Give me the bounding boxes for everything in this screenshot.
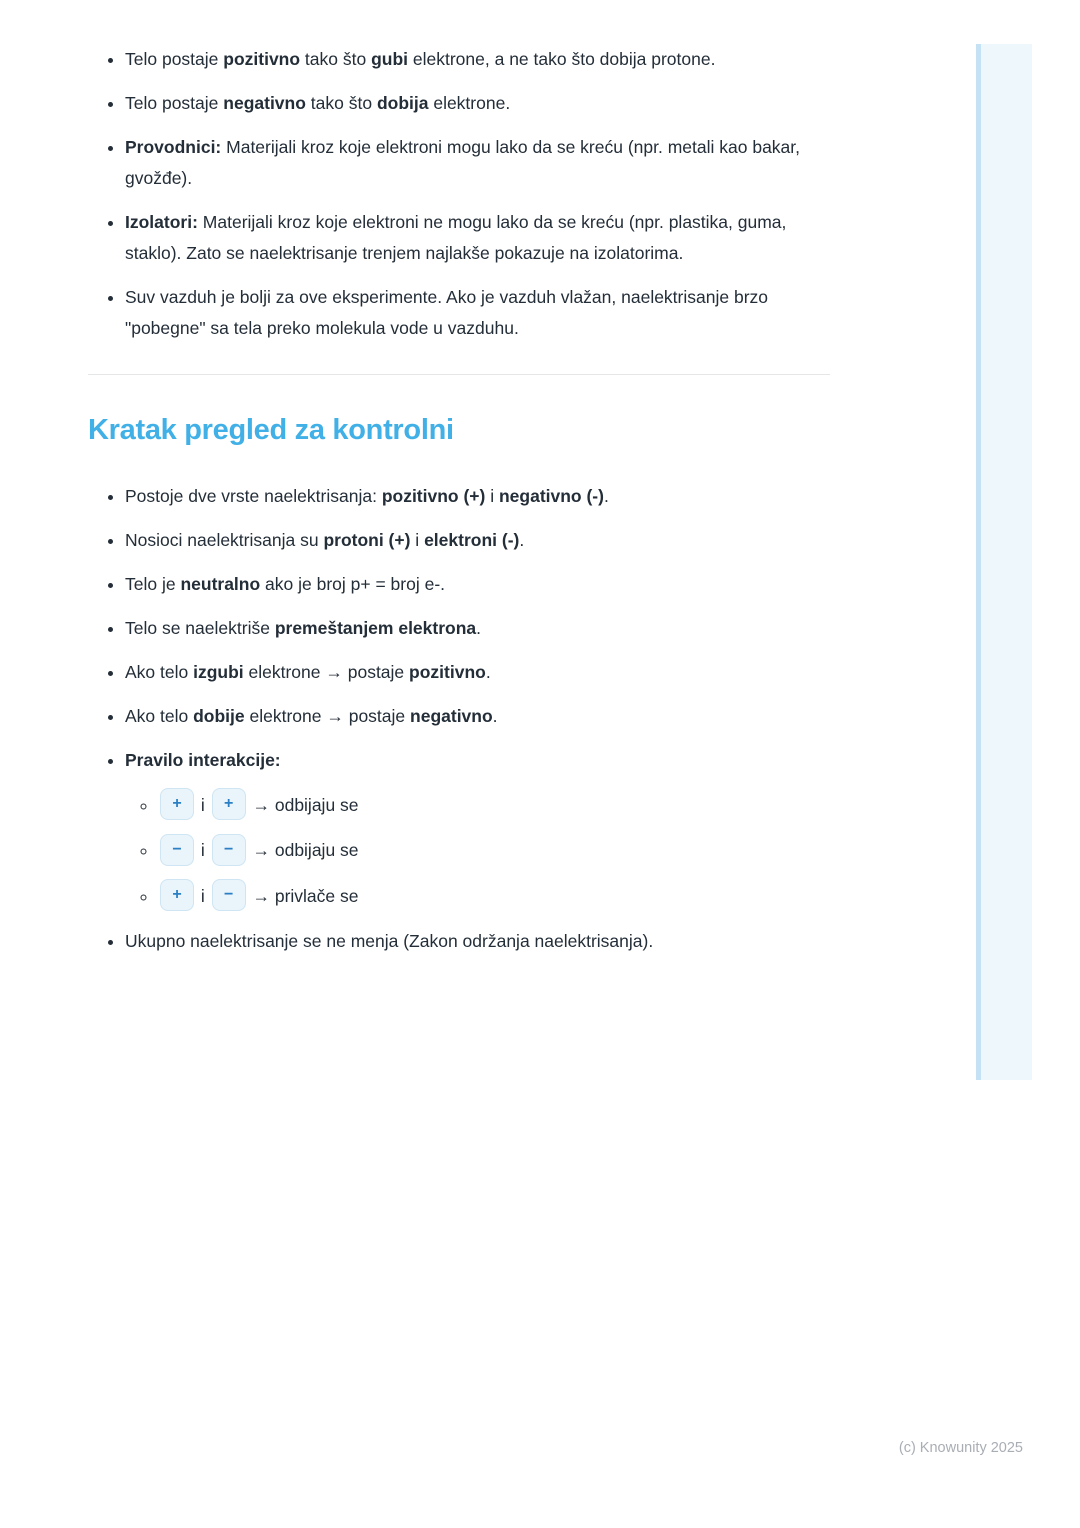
list-item <box>125 701 830 732</box>
electricity-notes-list <box>88 44 830 344</box>
minus-charge-badge: − <box>212 879 246 911</box>
highlight-stripe <box>976 44 1032 1080</box>
text: Telo postaje <box>125 49 224 69</box>
interaction-rules-list <box>125 788 830 913</box>
text: Nosioci naelektrisanja su <box>125 529 324 550</box>
text: . <box>476 617 482 638</box>
text: . <box>603 485 609 506</box>
list-item <box>125 88 830 119</box>
list-item <box>125 282 830 344</box>
bold-text: premeštanjem elektrona <box>274 617 477 638</box>
text: Materijali kroz koje elektroni mogu lako da se kreću (npr. metali kao bakar, gvožđe). <box>125 137 801 188</box>
section-divider <box>88 374 830 375</box>
text: tako što <box>305 93 377 113</box>
text: Telo postaje <box>125 93 224 113</box>
text: ako je broj p+ = broj e-. <box>260 573 446 594</box>
text: Telo se naelektriše <box>125 617 275 638</box>
list-item <box>125 132 830 194</box>
list-item <box>125 207 830 269</box>
list-item <box>125 525 830 556</box>
bold-text: pozitivno (+) <box>381 485 486 506</box>
list-item <box>125 481 830 512</box>
bold-text: Izolatori: <box>125 212 198 232</box>
document-content <box>88 44 830 970</box>
bold-text: gubi <box>371 49 409 69</box>
bold-text: pozitivno <box>409 661 486 682</box>
interaction-rule-item <box>158 879 830 913</box>
minus-charge-badge: − <box>212 834 246 866</box>
text: i <box>196 794 210 815</box>
text: → odbijaju se <box>247 794 359 815</box>
list-item <box>125 926 830 957</box>
minus-charge-badge: − <box>160 834 194 866</box>
interaction-rule-item <box>158 788 830 822</box>
text: i <box>196 840 210 861</box>
text: elektrone, a ne tako što dobija protone. <box>408 49 716 69</box>
bold-text: negativno (-) <box>498 485 604 506</box>
bold-text: negativno <box>410 705 493 726</box>
text: → privlače se <box>247 885 359 906</box>
text: → odbijaju se <box>247 840 359 861</box>
text: Suv vazduh je bolji za ove eksperimente. Ako je vazduh vlažan, naelektrisanje brzo "pobegne" sa tela preko molekula vode u vazduhu. <box>125 287 769 338</box>
plus-charge-badge: + <box>160 879 194 911</box>
copyright-footer: (c) Knowunity 2025 <box>898 1440 1023 1456</box>
text: tako što <box>300 49 372 69</box>
bold-text: izgubi <box>193 661 244 682</box>
bold-text: protoni (+) <box>323 529 411 550</box>
text: i <box>410 529 425 550</box>
plus-charge-badge: + <box>212 788 246 820</box>
list-item <box>125 569 830 600</box>
list-item <box>125 657 830 688</box>
text: elektrone. <box>428 93 511 113</box>
review-summary-list <box>88 481 830 957</box>
text: elektrone → postaje <box>243 661 410 682</box>
bold-text: negativno <box>223 93 306 113</box>
section-heading: Kratak pregled za kontrolni <box>88 414 454 446</box>
text: Postoje dve vrste naelektrisanja: <box>125 485 382 506</box>
text: Ako telo <box>125 661 194 682</box>
bold-text: dobija <box>376 93 429 113</box>
text: . <box>485 661 491 682</box>
text: Telo je <box>125 573 181 594</box>
text: i <box>485 485 499 506</box>
text: Ukupno naelektrisanje se ne menja (Zakon održanja naelektrisanja). <box>125 931 654 952</box>
bold-text: pozitivno <box>223 49 301 69</box>
text: Materijali kroz koje elektroni ne mogu lako da se kreću (npr. plastika, guma, staklo). Zato se naelektrisanje trenjem najlakše pokazuje na izolatorima. <box>125 212 787 263</box>
text: elektrone → postaje <box>244 705 411 726</box>
bold-text: Provodnici: <box>125 137 222 157</box>
text: i <box>196 885 210 906</box>
list-item <box>125 745 830 913</box>
list-item <box>125 613 830 644</box>
bold-text: elektroni (-) <box>424 529 520 550</box>
plus-charge-badge: + <box>160 788 194 820</box>
list-item <box>125 44 830 75</box>
bold-text: neutralno <box>180 573 261 594</box>
bold-text: dobije <box>193 705 245 726</box>
text: . <box>519 529 525 550</box>
text: . <box>492 705 498 726</box>
bold-text: Pravilo interakcije: <box>125 749 281 770</box>
interaction-rule-item <box>158 833 830 867</box>
text: Ako telo <box>125 705 194 726</box>
